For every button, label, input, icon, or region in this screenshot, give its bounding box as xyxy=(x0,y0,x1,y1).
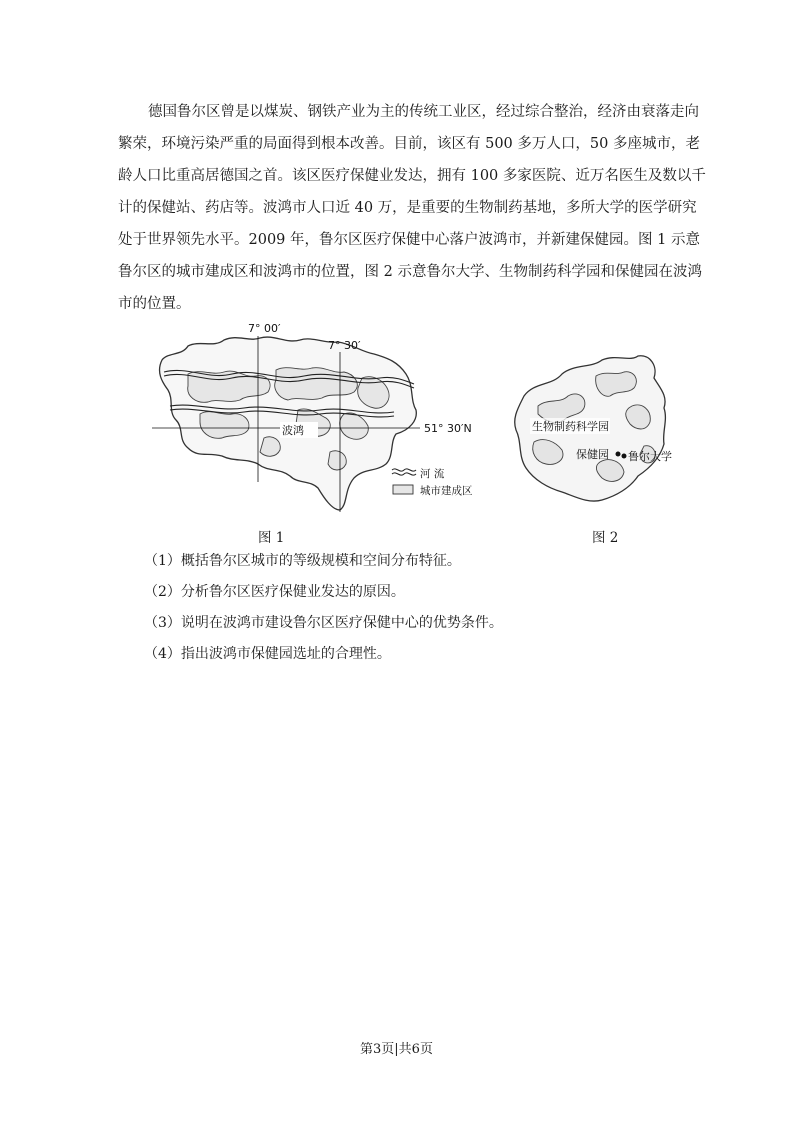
legend-urban-label: 城市建成区 xyxy=(420,485,473,497)
ruhr-area-map xyxy=(148,322,488,514)
label-health-park: 保健园 xyxy=(576,448,609,461)
figure2-caption: 图 2 xyxy=(592,530,619,546)
question-2: （2）分析鲁尔区医疗保健业发达的原因。 xyxy=(144,584,405,600)
bochum-city-map xyxy=(504,346,672,508)
lon-label-2: 7° 30′ xyxy=(328,339,361,352)
label-university: 鲁尔大学 xyxy=(628,450,672,463)
question-1: （1）概括鲁尔区城市的等级规模和空间分布特征。 xyxy=(144,553,461,569)
paragraph-line: 市的位置。 xyxy=(118,296,191,312)
lon-label-1: 7° 00′ xyxy=(248,322,281,335)
paragraph-line: 龄人口比重高居德国之首。该区医疗保健业发达，拥有 100 多家医院、近万名医生及数以千 xyxy=(118,168,706,184)
university-marker xyxy=(622,454,627,459)
intro-paragraph xyxy=(118,96,706,320)
figure1-caption: 图 1 xyxy=(258,530,285,546)
paragraph-line: 德国鲁尔区曾是以煤炭、钢铁产业为主的传统工业区，经过综合整治，经济由衰落走向 xyxy=(148,104,699,120)
paragraph-line: 鲁尔区的城市建成区和波鸿市的位置，图 2 示意鲁尔大学、生物制药科学园和保健园在波鸿 xyxy=(118,264,702,280)
question-4: （4）指出波鸿市保健园选址的合理性。 xyxy=(144,646,391,662)
page-footer: 第3页|共6页 xyxy=(360,1042,433,1057)
health-park-marker xyxy=(616,452,621,457)
legend-river-label: 河 流 xyxy=(420,468,445,480)
legend-urban-icon xyxy=(393,485,413,494)
city-label-bochum: 波鸿 xyxy=(282,424,304,437)
paragraph-line: 处于世界领先水平。2009 年，鲁尔区医疗保健中心落户波鸿市，并新建保健园。图 1 示意 xyxy=(118,232,700,248)
legend-river-icon xyxy=(392,469,416,475)
label-science-park: 生物制药科学园 xyxy=(532,420,609,433)
paragraph-line: 繁荣，环境污染严重的局面得到根本改善。目前，该区有 500 多万人口，50 多座城市，老 xyxy=(118,136,700,152)
paragraph-line: 计的保健站、药店等。波鸿市人口近 40 万，是重要的生物制药基地，多所大学的医学研究 xyxy=(118,200,697,216)
lat-label: 51° 30′N xyxy=(424,422,472,435)
question-3: （3）说明在波鸿市建设鲁尔区医疗保健中心的优势条件。 xyxy=(144,615,503,631)
